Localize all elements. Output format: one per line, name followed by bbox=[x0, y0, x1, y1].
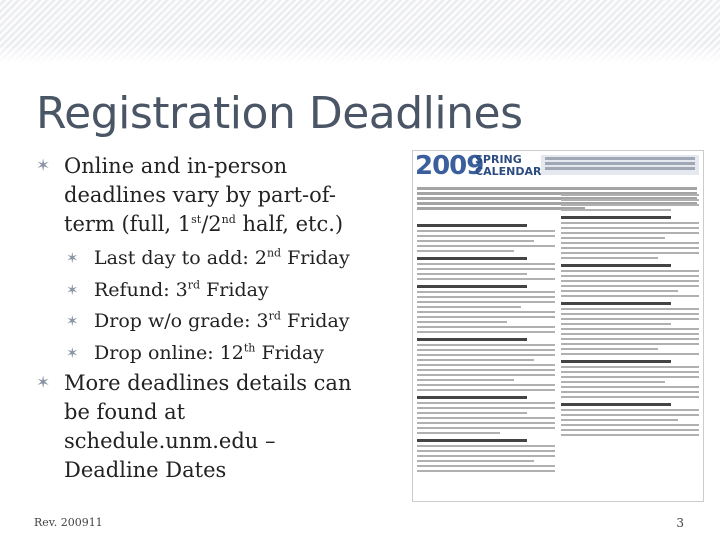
ordinal-suffix: nd bbox=[221, 213, 236, 226]
sub-bullet-text: Drop online: 12 bbox=[94, 341, 244, 364]
bullet-arrow-icon: ✶ bbox=[66, 343, 79, 362]
sub-bullet-text: Friday bbox=[281, 247, 350, 269]
sub-bullet-item bbox=[36, 275, 356, 307]
sub-bullet-text: Friday bbox=[200, 278, 269, 301]
sub-bullet-item bbox=[36, 338, 356, 370]
sub-bullet-text: Friday bbox=[280, 310, 350, 332]
ordinal-suffix: nd bbox=[266, 246, 282, 260]
sub-bullet-text: Refund: 3 bbox=[94, 278, 188, 301]
calendar-left-column bbox=[417, 219, 555, 475]
calendar-right-column bbox=[561, 191, 699, 439]
bullet-text: half, etc.) bbox=[235, 212, 344, 236]
sub-bullet-text: Last day to add: 2 bbox=[94, 247, 267, 269]
ordinal-suffix: rd bbox=[268, 309, 281, 323]
bullet-arrow-icon: ✶ bbox=[66, 280, 79, 299]
bullet-text: More deadlines details can be found at schedule.unm.edu – Deadline Dates bbox=[64, 371, 352, 482]
calendar-header bbox=[413, 151, 703, 181]
bullet-text: /2 bbox=[201, 212, 222, 236]
slide-footer: Rev. 200911 bbox=[34, 516, 103, 529]
calendar-year: 2009 bbox=[415, 151, 484, 181]
bullet-arrow-icon: ✶ bbox=[66, 249, 79, 267]
slide-title: Registration Deadlines bbox=[36, 88, 523, 139]
sub-bullet-item bbox=[36, 243, 356, 275]
spring-calendar-image bbox=[412, 150, 704, 502]
ordinal-suffix: rd bbox=[187, 278, 201, 292]
sub-bullet-text: Drop w/o grade: 3 bbox=[94, 310, 269, 332]
bullet-text: Online and in-person deadlines vary by part-of-term (full, 1 bbox=[64, 154, 336, 236]
sub-bullet-text: Friday bbox=[255, 341, 325, 364]
calendar-label: CALENDAR bbox=[475, 165, 542, 178]
calendar-banner bbox=[541, 155, 699, 175]
ordinal-suffix: th bbox=[243, 341, 256, 355]
header-stripe-band bbox=[0, 0, 720, 64]
bullet-arrow-icon: ✶ bbox=[66, 312, 79, 330]
sub-bullet-item bbox=[36, 306, 356, 338]
slide-content bbox=[36, 152, 356, 489]
bullet-arrow-icon: ✶ bbox=[36, 156, 51, 176]
page-number: 3 bbox=[676, 516, 684, 530]
bullet-arrow-icon: ✶ bbox=[36, 373, 51, 393]
ordinal-suffix: st bbox=[191, 213, 202, 226]
bullet-item bbox=[36, 369, 356, 485]
bullet-item bbox=[36, 152, 356, 239]
calendar-season: SPRING bbox=[475, 153, 522, 166]
